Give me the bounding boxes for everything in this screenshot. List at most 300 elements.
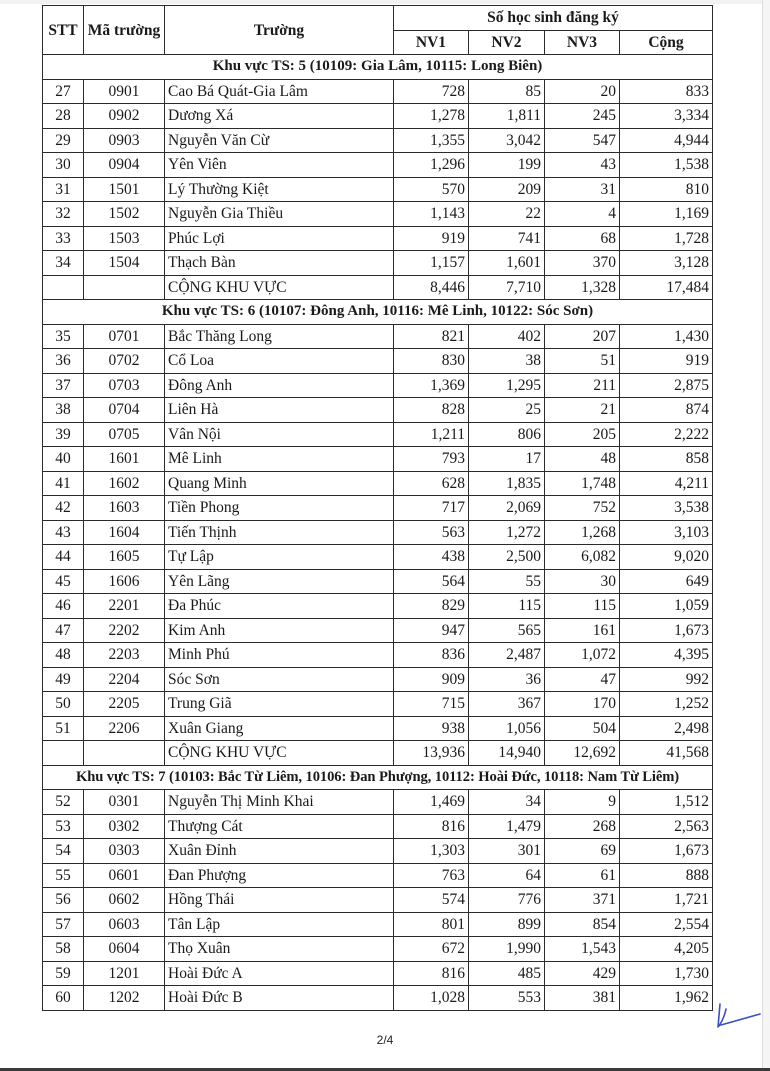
- cell-school-name: Quang Minh: [165, 471, 394, 496]
- cell-nv2: 2,487: [469, 643, 545, 668]
- cell-stt: 57: [43, 912, 84, 937]
- cell-nv2: 2,069: [469, 496, 545, 521]
- cell-stt: 31: [43, 177, 84, 202]
- cell-total: 888: [620, 863, 713, 888]
- cell-nv3: 30: [545, 569, 620, 594]
- table-row: [43, 618, 713, 643]
- cell-stt: 28: [43, 104, 84, 129]
- cell-stt: 32: [43, 202, 84, 227]
- cell-nv3: 268: [545, 814, 620, 839]
- cell-nv1: 816: [394, 961, 469, 986]
- cell-nv3: 207: [545, 324, 620, 349]
- table-row: [43, 496, 713, 521]
- cell-stt: 47: [43, 618, 84, 643]
- table-row: [43, 961, 713, 986]
- cell-nv1: 438: [394, 545, 469, 570]
- cell-nv1: 1,296: [394, 153, 469, 178]
- table-row: [43, 937, 713, 962]
- cell-nv2: 3,042: [469, 128, 545, 153]
- cell-school-name: Kim Anh: [165, 618, 394, 643]
- cell-school-name: Đa Phúc: [165, 594, 394, 619]
- region-title: Khu vực TS: 5 (10109: Gia Lâm, 10115: Long Biên): [43, 55, 713, 80]
- cell-nv2: 1,835: [469, 471, 545, 496]
- table-row: [43, 594, 713, 619]
- cell-school-name: Hoài Đức A: [165, 961, 394, 986]
- cell-school-name: Xuân Giang: [165, 716, 394, 741]
- cell-nv3: 854: [545, 912, 620, 937]
- cell-nv1: 570: [394, 177, 469, 202]
- cell-nv1: 919: [394, 226, 469, 251]
- cell-nv1: 574: [394, 888, 469, 913]
- cell-stt: 49: [43, 667, 84, 692]
- cell-school-code: 1603: [84, 496, 165, 521]
- cell-nv2: 485: [469, 961, 545, 986]
- cell-stt: 46: [43, 594, 84, 619]
- cell-school-name: Cổ Loa: [165, 349, 394, 374]
- table-row: [43, 839, 713, 864]
- cell-nv2: 1,056: [469, 716, 545, 741]
- region-title: Khu vực TS: 6 (10107: Đông Anh, 10116: Mê Linh, 10122: Sóc Sơn): [43, 300, 713, 325]
- subtotal-total: 41,568: [620, 741, 713, 766]
- cell-total: 810: [620, 177, 713, 202]
- cell-school-name: Thượng Cát: [165, 814, 394, 839]
- cell-total: 1,962: [620, 986, 713, 1011]
- table-row: [43, 104, 713, 129]
- cell-nv3: 170: [545, 692, 620, 717]
- table-row: [43, 128, 713, 153]
- cell-total: 1,430: [620, 324, 713, 349]
- cell-stt: 50: [43, 692, 84, 717]
- cell-total: 4,205: [620, 937, 713, 962]
- cell-nv3: 161: [545, 618, 620, 643]
- cell-total: 9,020: [620, 545, 713, 570]
- cell-nv3: 504: [545, 716, 620, 741]
- cell-school-code: 1201: [84, 961, 165, 986]
- cell-nv2: 209: [469, 177, 545, 202]
- signature-mark-icon: [712, 1000, 762, 1030]
- table-row: [43, 667, 713, 692]
- cell-nv2: 22: [469, 202, 545, 227]
- cell-nv2: 2,500: [469, 545, 545, 570]
- cell-nv2: 776: [469, 888, 545, 913]
- cell-empty: [43, 741, 84, 766]
- table-row: [43, 177, 713, 202]
- cell-stt: 56: [43, 888, 84, 913]
- cell-total: 919: [620, 349, 713, 374]
- cell-total: 1,673: [620, 618, 713, 643]
- cell-nv2: 402: [469, 324, 545, 349]
- region-header-row: [43, 300, 713, 325]
- cell-nv3: 61: [545, 863, 620, 888]
- cell-nv2: 553: [469, 986, 545, 1011]
- header-total: Cộng: [620, 30, 713, 55]
- table-row: [43, 79, 713, 104]
- subtotal-total: 17,484: [620, 275, 713, 300]
- cell-stt: 43: [43, 520, 84, 545]
- cell-nv2: 199: [469, 153, 545, 178]
- cell-school-code: 0701: [84, 324, 165, 349]
- cell-nv1: 909: [394, 667, 469, 692]
- table-row: [43, 447, 713, 472]
- cell-school-code: 1202: [84, 986, 165, 1011]
- cell-nv3: 370: [545, 251, 620, 276]
- cell-nv3: 31: [545, 177, 620, 202]
- cell-school-name: Nguyễn Văn Cừ: [165, 128, 394, 153]
- cell-nv1: 717: [394, 496, 469, 521]
- cell-nv2: 1,990: [469, 937, 545, 962]
- cell-school-code: 2201: [84, 594, 165, 619]
- cell-school-name: Lý Thường Kiệt: [165, 177, 394, 202]
- cell-school-name: Liên Hà: [165, 398, 394, 423]
- cell-nv3: 47: [545, 667, 620, 692]
- cell-school-code: 0603: [84, 912, 165, 937]
- cell-total: 1,512: [620, 790, 713, 815]
- cell-school-name: Mê Linh: [165, 447, 394, 472]
- cell-nv3: 1,748: [545, 471, 620, 496]
- cell-school-code: 0302: [84, 814, 165, 839]
- subtotal-nv1: 13,936: [394, 741, 469, 766]
- cell-school-name: Tự Lập: [165, 545, 394, 570]
- table-row: [43, 912, 713, 937]
- cell-stt: 42: [43, 496, 84, 521]
- cell-school-name: Cao Bá Quát-Gia Lâm: [165, 79, 394, 104]
- table-row: [43, 569, 713, 594]
- cell-school-code: 0901: [84, 79, 165, 104]
- cell-stt: 27: [43, 79, 84, 104]
- cell-nv3: 115: [545, 594, 620, 619]
- header-nv1: NV1: [394, 30, 469, 55]
- cell-total: 1,059: [620, 594, 713, 619]
- cell-stt: 41: [43, 471, 84, 496]
- cell-school-code: 0703: [84, 373, 165, 398]
- cell-school-code: 1602: [84, 471, 165, 496]
- cell-nv1: 821: [394, 324, 469, 349]
- cell-nv2: 899: [469, 912, 545, 937]
- cell-nv1: 1,303: [394, 839, 469, 864]
- subtotal-nv3: 1,328: [545, 275, 620, 300]
- cell-nv3: 48: [545, 447, 620, 472]
- cell-nv2: 741: [469, 226, 545, 251]
- table-row: [43, 471, 713, 496]
- cell-stt: 54: [43, 839, 84, 864]
- cell-nv3: 68: [545, 226, 620, 251]
- cell-school-code: 0604: [84, 937, 165, 962]
- header-nv3: NV3: [545, 30, 620, 55]
- table-row: [43, 373, 713, 398]
- subtotal-row: [43, 741, 713, 766]
- table-row: [43, 545, 713, 570]
- cell-nv3: 20: [545, 79, 620, 104]
- subtotal-label: CỘNG KHU VỰC: [165, 741, 394, 766]
- cell-nv3: 21: [545, 398, 620, 423]
- cell-nv1: 1,278: [394, 104, 469, 129]
- table-row: [43, 790, 713, 815]
- cell-nv3: 429: [545, 961, 620, 986]
- cell-nv1: 564: [394, 569, 469, 594]
- cell-total: 3,128: [620, 251, 713, 276]
- cell-nv1: 563: [394, 520, 469, 545]
- cell-nv2: 1,479: [469, 814, 545, 839]
- cell-nv1: 672: [394, 937, 469, 962]
- cell-school-name: Bắc Thăng Long: [165, 324, 394, 349]
- cell-school-code: 0702: [84, 349, 165, 374]
- cell-nv2: 367: [469, 692, 545, 717]
- cell-school-name: Yên Lãng: [165, 569, 394, 594]
- header-nv2: NV2: [469, 30, 545, 55]
- table-row: [43, 986, 713, 1011]
- cell-nv3: 51: [545, 349, 620, 374]
- cell-school-name: Tân Lập: [165, 912, 394, 937]
- cell-school-code: 1502: [84, 202, 165, 227]
- cell-school-code: 2204: [84, 667, 165, 692]
- table-row: [43, 324, 713, 349]
- table-row: [43, 814, 713, 839]
- cell-nv3: 245: [545, 104, 620, 129]
- region-header-row: [43, 765, 713, 790]
- cell-total: 858: [620, 447, 713, 472]
- header-registered-students: Số học sinh đăng ký: [394, 6, 713, 31]
- cell-total: 4,395: [620, 643, 713, 668]
- cell-nv1: 1,157: [394, 251, 469, 276]
- cell-school-code: 2202: [84, 618, 165, 643]
- cell-nv2: 1,295: [469, 373, 545, 398]
- cell-empty: [43, 275, 84, 300]
- cell-stt: 59: [43, 961, 84, 986]
- cell-nv1: 1,143: [394, 202, 469, 227]
- cell-nv2: 115: [469, 594, 545, 619]
- cell-nv2: 36: [469, 667, 545, 692]
- cell-total: 3,103: [620, 520, 713, 545]
- subtotal-nv2: 14,940: [469, 741, 545, 766]
- cell-nv3: 1,072: [545, 643, 620, 668]
- cell-total: 3,538: [620, 496, 713, 521]
- page-right-edge: [762, 0, 770, 1071]
- cell-stt: 58: [43, 937, 84, 962]
- cell-school-code: 0303: [84, 839, 165, 864]
- cell-total: 992: [620, 667, 713, 692]
- cell-total: 1,538: [620, 153, 713, 178]
- region-title: Khu vực TS: 7 (10103: Bắc Từ Liêm, 10106: Đan Phượng, 10112: Hoài Đức, 10118: Nam Từ Liêm): [43, 765, 713, 790]
- cell-nv2: 1,601: [469, 251, 545, 276]
- cell-total: 2,222: [620, 422, 713, 447]
- cell-school-name: Dương Xá: [165, 104, 394, 129]
- cell-school-code: 2205: [84, 692, 165, 717]
- table-row: [43, 863, 713, 888]
- cell-school-code: 1504: [84, 251, 165, 276]
- cell-nv1: 947: [394, 618, 469, 643]
- cell-nv1: 628: [394, 471, 469, 496]
- cell-total: 649: [620, 569, 713, 594]
- cell-stt: 48: [43, 643, 84, 668]
- table-row: [43, 422, 713, 447]
- subtotal-row: [43, 275, 713, 300]
- cell-nv3: 4: [545, 202, 620, 227]
- cell-nv2: 55: [469, 569, 545, 594]
- cell-school-code: 0902: [84, 104, 165, 129]
- cell-school-code: 1503: [84, 226, 165, 251]
- cell-total: 874: [620, 398, 713, 423]
- cell-empty: [84, 741, 165, 766]
- cell-school-name: Nguyễn Thị Minh Khai: [165, 790, 394, 815]
- cell-nv3: 1,543: [545, 937, 620, 962]
- table-row: [43, 153, 713, 178]
- cell-stt: 35: [43, 324, 84, 349]
- cell-school-code: 0903: [84, 128, 165, 153]
- cell-school-name: Tiền Phong: [165, 496, 394, 521]
- cell-school-name: Xuân Đỉnh: [165, 839, 394, 864]
- cell-stt: 52: [43, 790, 84, 815]
- cell-school-name: Tiến Thịnh: [165, 520, 394, 545]
- cell-total: 1,730: [620, 961, 713, 986]
- cell-nv1: 715: [394, 692, 469, 717]
- cell-total: 833: [620, 79, 713, 104]
- subtotal-nv1: 8,446: [394, 275, 469, 300]
- cell-nv1: 793: [394, 447, 469, 472]
- cell-school-name: Minh Phú: [165, 643, 394, 668]
- table-body: [43, 55, 713, 1011]
- cell-nv1: 801: [394, 912, 469, 937]
- cell-nv2: 85: [469, 79, 545, 104]
- table-row: [43, 692, 713, 717]
- header-school-code: Mã trường: [84, 6, 165, 55]
- cell-nv1: 830: [394, 349, 469, 374]
- cell-total: 2,563: [620, 814, 713, 839]
- table-row: [43, 398, 713, 423]
- cell-total: 1,728: [620, 226, 713, 251]
- cell-stt: 37: [43, 373, 84, 398]
- table-row: [43, 349, 713, 374]
- table-row: [43, 226, 713, 251]
- cell-nv1: 1,369: [394, 373, 469, 398]
- cell-nv2: 1,272: [469, 520, 545, 545]
- cell-stt: 38: [43, 398, 84, 423]
- cell-school-code: 1605: [84, 545, 165, 570]
- cell-nv3: 6,082: [545, 545, 620, 570]
- cell-nv1: 1,469: [394, 790, 469, 815]
- cell-nv3: 371: [545, 888, 620, 913]
- table-row: [43, 251, 713, 276]
- cell-nv2: 1,811: [469, 104, 545, 129]
- cell-total: 2,498: [620, 716, 713, 741]
- cell-nv1: 1,028: [394, 986, 469, 1011]
- cell-school-code: 1606: [84, 569, 165, 594]
- cell-nv1: 1,211: [394, 422, 469, 447]
- cell-school-name: Nguyễn Gia Thiều: [165, 202, 394, 227]
- cell-school-name: Vân Nội: [165, 422, 394, 447]
- subtotal-nv2: 7,710: [469, 275, 545, 300]
- cell-nv1: 763: [394, 863, 469, 888]
- subtotal-nv3: 12,692: [545, 741, 620, 766]
- table-row: [43, 888, 713, 913]
- cell-stt: 51: [43, 716, 84, 741]
- table-row: [43, 716, 713, 741]
- cell-stt: 45: [43, 569, 84, 594]
- cell-school-code: 0705: [84, 422, 165, 447]
- cell-empty: [84, 275, 165, 300]
- cell-nv3: 547: [545, 128, 620, 153]
- header-stt: STT: [43, 6, 84, 55]
- cell-school-code: 2206: [84, 716, 165, 741]
- cell-nv3: 69: [545, 839, 620, 864]
- registration-table: [42, 5, 713, 1011]
- page-top-shade: [0, 0, 770, 4]
- cell-nv1: 938: [394, 716, 469, 741]
- cell-nv2: 565: [469, 618, 545, 643]
- cell-stt: 29: [43, 128, 84, 153]
- cell-total: 4,944: [620, 128, 713, 153]
- cell-nv1: 828: [394, 398, 469, 423]
- cell-school-code: 0602: [84, 888, 165, 913]
- cell-stt: 39: [43, 422, 84, 447]
- cell-nv3: 43: [545, 153, 620, 178]
- page-number: 2/4: [376, 1033, 394, 1047]
- cell-nv2: 25: [469, 398, 545, 423]
- cell-stt: 44: [43, 545, 84, 570]
- cell-school-code: 0904: [84, 153, 165, 178]
- cell-total: 1,252: [620, 692, 713, 717]
- header-school: Trường: [165, 6, 394, 55]
- cell-stt: 40: [43, 447, 84, 472]
- cell-school-code: 1501: [84, 177, 165, 202]
- cell-total: 1,169: [620, 202, 713, 227]
- cell-stt: 33: [43, 226, 84, 251]
- cell-nv3: 9: [545, 790, 620, 815]
- cell-nv2: 34: [469, 790, 545, 815]
- cell-school-code: 1604: [84, 520, 165, 545]
- cell-nv1: 829: [394, 594, 469, 619]
- cell-total: 4,211: [620, 471, 713, 496]
- cell-nv1: 836: [394, 643, 469, 668]
- cell-total: 1,673: [620, 839, 713, 864]
- cell-stt: 30: [43, 153, 84, 178]
- subtotal-label: CỘNG KHU VỰC: [165, 275, 394, 300]
- cell-school-name: Đông Anh: [165, 373, 394, 398]
- cell-nv1: 728: [394, 79, 469, 104]
- cell-nv2: 301: [469, 839, 545, 864]
- cell-school-code: 0301: [84, 790, 165, 815]
- cell-school-code: 0704: [84, 398, 165, 423]
- cell-stt: 55: [43, 863, 84, 888]
- cell-school-code: 2203: [84, 643, 165, 668]
- cell-nv2: 806: [469, 422, 545, 447]
- region-header-row: [43, 55, 713, 80]
- cell-nv3: 1,268: [545, 520, 620, 545]
- cell-stt: 34: [43, 251, 84, 276]
- cell-total: 1,721: [620, 888, 713, 913]
- cell-school-code: 0601: [84, 863, 165, 888]
- cell-stt: 60: [43, 986, 84, 1011]
- cell-nv2: 38: [469, 349, 545, 374]
- cell-nv3: 205: [545, 422, 620, 447]
- cell-school-name: Thọ Xuân: [165, 937, 394, 962]
- table-row: [43, 202, 713, 227]
- cell-school-name: Đan Phượng: [165, 863, 394, 888]
- cell-school-name: Trung Giã: [165, 692, 394, 717]
- cell-total: 3,334: [620, 104, 713, 129]
- cell-school-name: Sóc Sơn: [165, 667, 394, 692]
- cell-school-name: Thạch Bàn: [165, 251, 394, 276]
- cell-nv2: 64: [469, 863, 545, 888]
- cell-stt: 36: [43, 349, 84, 374]
- cell-school-name: Yên Viên: [165, 153, 394, 178]
- cell-total: 2,875: [620, 373, 713, 398]
- cell-school-code: 1601: [84, 447, 165, 472]
- cell-nv3: 381: [545, 986, 620, 1011]
- cell-nv1: 816: [394, 814, 469, 839]
- cell-nv3: 752: [545, 496, 620, 521]
- cell-school-name: Hoài Đức B: [165, 986, 394, 1011]
- cell-school-name: Phúc Lợi: [165, 226, 394, 251]
